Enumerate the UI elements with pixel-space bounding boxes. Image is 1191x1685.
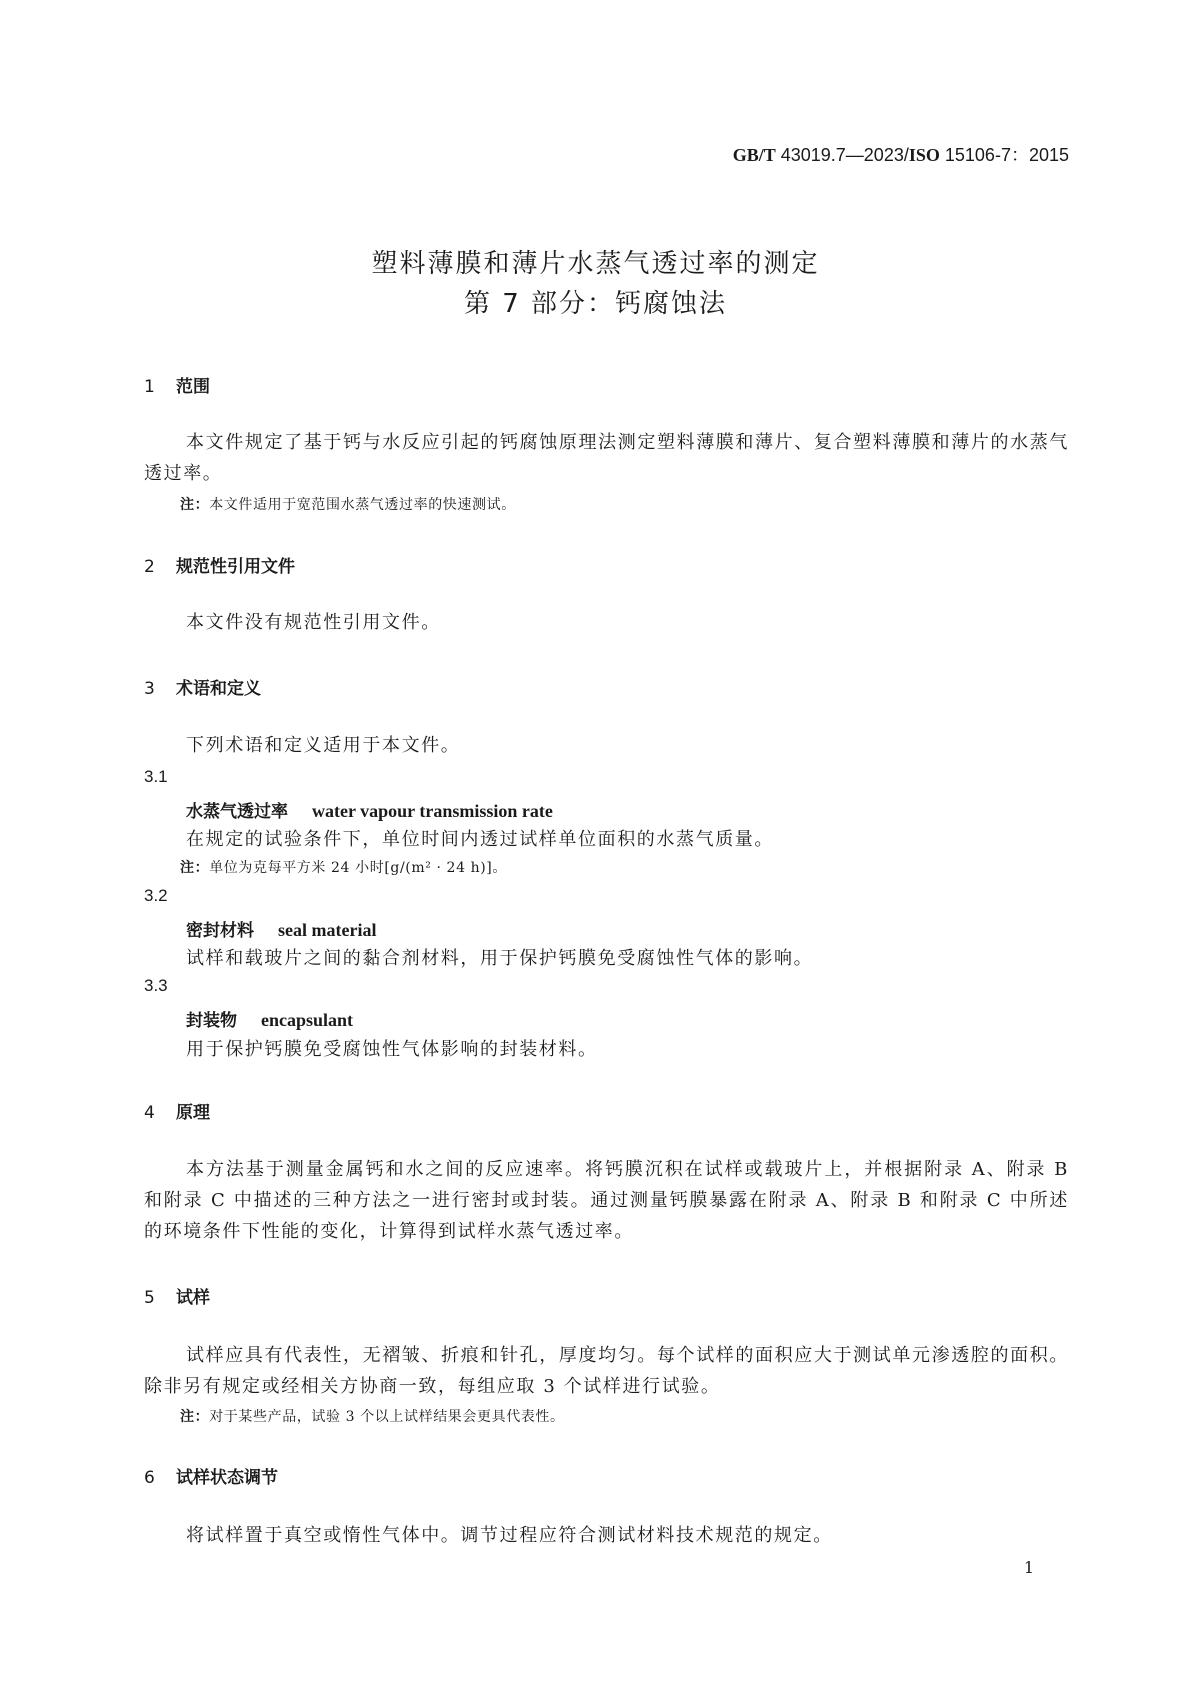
- section-3-paragraph: 下列术语和定义适用于本文件。: [186, 735, 461, 756]
- code-number: 43019.7—2023/: [775, 145, 909, 165]
- section-1-paragraph: 本文件规定了基于钙与水反应引起的钙腐蚀原理法测定塑料薄膜和薄片、复合塑料薄膜和薄片的水蒸气透过率。: [144, 432, 1069, 484]
- term-heading: 密封材料 seal material: [186, 920, 377, 941]
- section-5-note: 注：对于某些产品，试验 3 个以上试样结果会更具代表性。: [180, 1409, 565, 1425]
- term-heading: 水蒸气透过率 water vapour transmission rate: [186, 801, 553, 822]
- section-5-paragraph: 试样应具有代表性，无褶皱、折痕和针孔，厚度均匀。每个试样的面积应大于测试单元渗透腔的面积。除非另有规定或经相关方协商一致，每组应取 3 个试样进行试验。: [144, 1345, 1069, 1397]
- section-heading-4: 4 原理: [144, 1103, 210, 1123]
- section-heading-2: 2 规范性引用文件: [144, 557, 295, 577]
- section-4-paragraph: 本方法基于测量金属钙和水之间的反应速率。将钙膜沉积在试样或载玻片上，并根据附录 A、附录 B 和附录 C 中描述的三种方法之一进行密封或封装。通过测量钙膜暴露在附录 A、附录 B 和附录 C 中所述的环境条件下性能的变化，计算得到试样水蒸气透过率。: [144, 1159, 1069, 1242]
- section-heading-6: 6 试样状态调节: [144, 1468, 278, 1488]
- term-heading: 封装物 encapsulant: [186, 1010, 354, 1031]
- term-definition: 在规定的试验条件下，单位时间内透过试样单位面积的水蒸气质量。: [186, 829, 774, 850]
- term-definition: 试样和载玻片之间的黏合剂材料，用于保护钙膜免受腐蚀性气体的影响。: [186, 948, 814, 969]
- document-title: 塑料薄膜和薄片水蒸气透过率的测定: [371, 249, 820, 279]
- document-subtitle: 第 7 部分：钙腐蚀法: [463, 289, 728, 319]
- section-6-paragraph: 将试样置于真空或惰性气体中。调节过程应符合测试材料技术规范的规定。: [186, 1525, 833, 1546]
- page-number: 1: [1023, 1558, 1034, 1577]
- term-number: 3.3: [144, 976, 168, 995]
- iso-prefix: ISO: [908, 145, 940, 165]
- code-prefix: GB/T: [732, 145, 776, 165]
- term-number: 3.2: [144, 886, 168, 905]
- term-note: 注：单位为克每平方米 24 小时[g/(m² · 24 h)]。: [180, 860, 507, 876]
- section-1-note: 注：本文件适用于宽范围水蒸气透过率的快速测试。: [180, 497, 516, 513]
- section-heading-1: 1 范围: [144, 377, 210, 397]
- term-number: 3.1: [144, 767, 168, 786]
- section-2-paragraph: 本文件没有规范性引用文件。: [186, 612, 441, 633]
- iso-number: 15106-7：2015: [939, 145, 1069, 165]
- standard-code-header: [733, 141, 1069, 167]
- term-definition: 用于保护钙膜免受腐蚀性气体影响的封装材料。: [186, 1039, 598, 1060]
- section-heading-5: 5 试样: [144, 1288, 210, 1308]
- section-heading-3: 3 术语和定义: [144, 679, 261, 699]
